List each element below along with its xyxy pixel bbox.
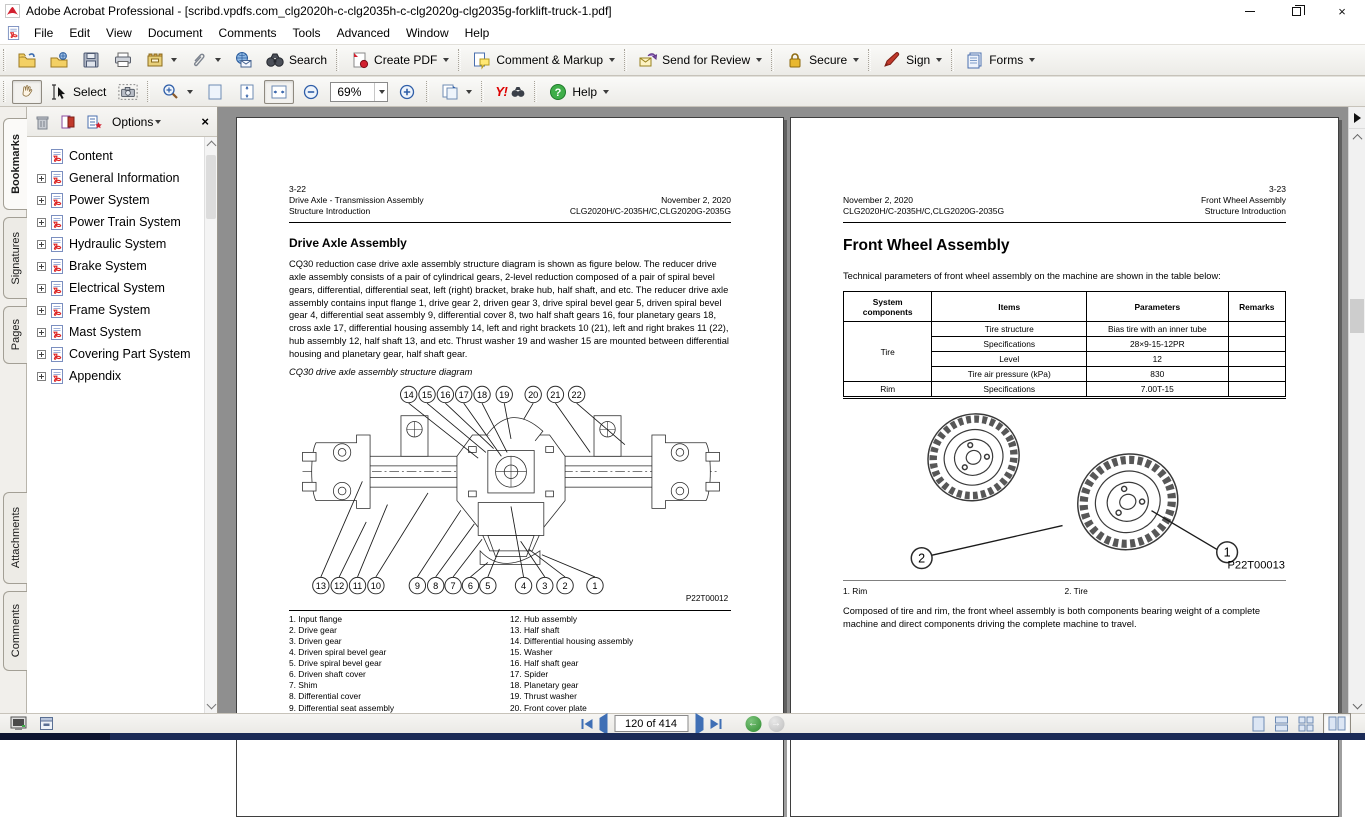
menu-help[interactable]: Help	[464, 26, 490, 40]
svg-text:6: 6	[467, 580, 474, 591]
svg-text:21: 21	[550, 389, 561, 400]
bookmark-pdf-icon	[50, 281, 65, 296]
last-page-button[interactable]	[710, 719, 721, 729]
yahoo-logo: Y!	[495, 84, 508, 99]
menu-tools[interactable]: Tools	[292, 26, 321, 40]
axle-structure-diagram	[289, 379, 733, 604]
previous-view-button[interactable]: ←	[745, 716, 761, 732]
bookmark-pdf-icon	[50, 347, 65, 362]
print-button[interactable]	[108, 48, 138, 72]
toolbar-grip	[336, 49, 339, 71]
minimize-button[interactable]	[1227, 0, 1273, 22]
legend-item: 16. Half shaft gear	[510, 658, 579, 669]
select-tool-icon	[49, 83, 69, 101]
email-globe-icon	[233, 51, 253, 69]
first-page-icon	[584, 719, 592, 729]
toolbar-grip	[868, 49, 871, 71]
zoom-in-icon	[397, 83, 417, 101]
table-row: Tire Tire structure Bias tire with an inner tube	[844, 322, 1286, 337]
hide-panel-button[interactable]	[1349, 107, 1365, 129]
pdf-page-left	[236, 117, 784, 817]
tab-comments[interactable]: Comments	[3, 591, 27, 671]
snapshot-camera-icon	[118, 83, 138, 101]
svg-text:4: 4	[521, 580, 527, 591]
dropdown-caret-icon	[171, 58, 177, 62]
bookmark-item-covering-part-system[interactable]	[37, 343, 203, 365]
legend-item: 5. Drive spiral bevel gear	[289, 658, 382, 669]
pdf-page-right	[790, 117, 1339, 817]
forms-button[interactable]	[960, 48, 1040, 72]
caption-rim: 1. Rim	[843, 586, 868, 597]
header-rule	[289, 222, 731, 223]
fit-width-button[interactable]	[264, 80, 294, 104]
yahoo-search-button[interactable]	[490, 81, 530, 102]
page-display-button[interactable]	[435, 80, 477, 104]
send-for-review-button[interactable]	[633, 48, 767, 72]
component-cell: Tire	[844, 322, 932, 382]
bookmark-pdf-icon	[50, 193, 65, 208]
next-view-button[interactable]: →	[768, 716, 784, 732]
dropdown-caret-icon	[853, 58, 859, 62]
legend-item: 15. Washer	[510, 647, 553, 658]
dropdown-caret-icon	[215, 58, 221, 62]
table-row: Tire air pressure (kPa) 830	[844, 367, 1286, 382]
svg-text:8: 8	[433, 580, 439, 591]
restore-button[interactable]	[1273, 0, 1319, 22]
dropdown-caret-icon	[379, 90, 385, 94]
expand-plus-icon[interactable]	[37, 306, 46, 315]
fit-page-button[interactable]	[232, 80, 262, 104]
section-title: Structure Introduction	[289, 206, 371, 217]
header-models: CLG2020H/C-2035H/C,CLG2020G-2035G	[569, 206, 731, 217]
bookmark-label: Appendix	[69, 369, 122, 383]
legend-item: 18. Planetary gear	[510, 680, 579, 691]
section-heading: Drive Axle Assembly	[289, 236, 407, 251]
bookmark-item-brake-system[interactable]	[37, 255, 203, 277]
svg-text:1: 1	[592, 580, 598, 591]
bookmark-pdf-icon	[50, 303, 65, 318]
bookmark-item-content[interactable]	[37, 145, 203, 167]
bookmark-item-general-information[interactable]	[37, 167, 203, 189]
actual-size-button[interactable]	[200, 80, 230, 104]
search-button[interactable]	[260, 48, 332, 72]
legend-item: 14. Differential housing assembly	[510, 635, 634, 646]
navigation-tab-strip	[0, 107, 27, 713]
legend-item: 7. Shim	[289, 680, 318, 691]
component-cell: Rim	[844, 382, 932, 398]
dropdown-caret-icon	[1029, 58, 1035, 62]
forms-label: Forms	[989, 53, 1024, 67]
legend-item: 19. Thrust washer	[510, 691, 577, 702]
table-row: Rim Specifications 7.00T-15	[844, 382, 1286, 398]
svg-text:9: 9	[414, 580, 420, 591]
figure-caption: CQ30 drive axle assembly structure diagram	[289, 366, 473, 377]
search-label: Search	[289, 53, 328, 67]
page-header	[843, 184, 1286, 217]
bookmark-pdf-icon	[50, 149, 65, 164]
svg-text:3: 3	[542, 580, 548, 591]
bookmark-pdf-icon	[50, 237, 65, 252]
title-bar	[0, 0, 1365, 22]
help-button[interactable]	[543, 80, 614, 104]
menu-file[interactable]: File	[34, 26, 54, 40]
document-pdf-icon	[7, 26, 21, 40]
svg-text:16: 16	[440, 389, 451, 400]
window-title: Adobe Acrobat Professional - [scribd.vpdfs.com_clg2020h-c-clg2035h-c-clg2020g-clg2035g-forklift-truck-1.pdf]	[26, 4, 612, 18]
bookmark-pdf-icon	[50, 369, 65, 384]
zoom-in-button[interactable]	[392, 80, 422, 104]
svg-text:2: 2	[918, 551, 926, 566]
menu-document[interactable]: Document	[147, 26, 203, 40]
expand-plus-icon[interactable]	[37, 328, 46, 337]
comment-markup-button[interactable]	[467, 48, 620, 72]
svg-text:10: 10	[370, 580, 381, 591]
options-label: Options	[112, 114, 154, 129]
page-number: 3-23	[1268, 184, 1286, 194]
menu-bar	[0, 22, 1365, 44]
bookmark-pdf-icon	[50, 259, 65, 274]
bookmark-item-mast-system[interactable]	[37, 321, 203, 343]
svg-text:17: 17	[458, 389, 469, 400]
toolbar-grip	[624, 49, 627, 71]
legend-item: 1. Input flange	[289, 613, 343, 624]
toolbar-grip	[147, 81, 150, 102]
bookmark-label: Content	[69, 149, 113, 163]
dropdown-caret-icon	[155, 120, 161, 124]
single-page-view-button[interactable]	[1252, 716, 1265, 732]
bookmark-label: Hydraulic System	[69, 237, 167, 251]
figure-code: P22T00012	[685, 593, 729, 603]
zoom-out-icon	[301, 83, 321, 101]
document-scrollbar[interactable]	[1348, 107, 1365, 713]
legend-item: 17. Spider	[510, 669, 549, 680]
svg-text:22: 22	[571, 389, 582, 400]
scroll-down-icon	[207, 700, 217, 710]
restore-icon	[1292, 7, 1301, 16]
legend-item: 4. Driven spiral bevel gear	[289, 647, 387, 658]
expand-plus-icon[interactable]	[37, 262, 46, 271]
previous-page-icon	[599, 713, 607, 735]
bookmark-label: Mast System	[69, 325, 142, 339]
email-button[interactable]	[228, 48, 258, 72]
toolbar-view	[0, 76, 1365, 107]
first-page-button[interactable]	[581, 719, 592, 729]
bookmark-item-hydraulic-system[interactable]	[37, 233, 203, 255]
bookmarks-scrollbar[interactable]	[204, 137, 217, 713]
svg-text:1: 1	[1223, 545, 1231, 560]
page-display-icon	[440, 83, 460, 101]
table-row: Specifications 28×9-15-12PR	[844, 337, 1286, 352]
svg-text:12: 12	[334, 580, 345, 591]
toolbar-grip	[481, 81, 484, 102]
toolbar-grip	[3, 49, 6, 71]
expand-plus-icon[interactable]	[37, 240, 46, 249]
bookmarks-panel-toolbar	[27, 107, 217, 137]
svg-text:5: 5	[485, 580, 491, 591]
bookmarks-panel	[27, 107, 218, 713]
dropdown-caret-icon	[466, 90, 472, 94]
menu-view[interactable]: View	[106, 26, 132, 40]
front-wheel-diagram	[843, 401, 1288, 573]
bookmark-pdf-icon	[50, 325, 65, 340]
create-pdf-icon	[350, 51, 370, 69]
figure-rule	[843, 580, 1286, 581]
legend-item: 2. Drive gear	[289, 624, 337, 635]
menu-comments[interactable]: Comments	[218, 26, 277, 40]
toolbar-grip	[951, 49, 954, 71]
svg-text:19: 19	[499, 389, 510, 400]
send-for-review-label: Send for Review	[662, 53, 751, 67]
pane-toggle-icon	[1354, 113, 1361, 123]
last-page-icon	[710, 719, 718, 729]
bookmark-label: Power Train System	[69, 215, 181, 229]
expand-plus-icon[interactable]	[37, 174, 46, 183]
help-icon	[548, 83, 568, 101]
col-header: System components	[844, 292, 932, 322]
scroll-up-button[interactable]	[1349, 129, 1365, 146]
expand-plus-icon[interactable]	[37, 350, 46, 359]
toolbar-grip	[3, 81, 6, 102]
continuous-view-button[interactable]	[1274, 716, 1289, 732]
legend-item: 8. Differential cover	[289, 691, 361, 702]
zoom-level-value: 69%	[337, 84, 362, 99]
body-paragraph: Composed of tire and rim, the front wheel assembly is both components bearing weight of a complete machine and direct components driving the complete machine to travel.	[843, 606, 1261, 630]
fit-page-icon	[237, 83, 257, 101]
tab-attachments[interactable]: Attachments	[3, 492, 27, 584]
scroll-up-icon	[207, 141, 217, 151]
snapshot-tool-button[interactable]	[113, 80, 143, 104]
legend-item: 13. Half shaft	[510, 624, 560, 635]
lock-icon	[785, 51, 805, 69]
paperclip-icon	[189, 51, 209, 69]
open-web-folder-icon	[49, 51, 69, 69]
legend-item: 6. Driven shaft cover	[289, 669, 366, 680]
header-models: CLG2020H/C-2035H/C,CLG2020G-2035G	[843, 206, 1005, 217]
header-date: November 2, 2020	[843, 195, 913, 206]
tab-pages[interactable]: Pages	[3, 306, 27, 364]
figure-code: P22T00013	[1227, 559, 1285, 572]
scroll-down-button[interactable]	[1349, 696, 1365, 713]
close-button[interactable]	[1319, 0, 1365, 22]
print-icon	[113, 51, 133, 69]
magnifier-plus-icon	[161, 83, 181, 101]
wheel-figure	[843, 401, 1286, 578]
close-icon: ×	[1338, 3, 1346, 19]
expand-current-bookmark-icon[interactable]	[60, 114, 76, 130]
new-bookmark-icon[interactable]	[86, 114, 102, 130]
toolbar-grip	[771, 49, 774, 71]
expand-plus-icon[interactable]	[37, 372, 46, 381]
actual-size-icon	[205, 83, 225, 101]
col-header: Parameters	[1087, 292, 1228, 322]
menu-advanced[interactable]: Advanced	[336, 26, 390, 40]
col-header: Items	[932, 292, 1087, 322]
tab-signatures[interactable]: Signatures	[3, 217, 27, 299]
dropdown-caret-icon	[609, 58, 615, 62]
page-navigation	[581, 715, 784, 732]
axle-diagram-figure	[289, 379, 731, 609]
windows-taskbar-edge	[0, 733, 1365, 740]
dropdown-caret-icon	[187, 90, 193, 94]
dropdown-caret-icon	[756, 58, 762, 62]
bookmark-item-electrical-system[interactable]	[37, 277, 203, 299]
svg-text:11: 11	[352, 580, 363, 591]
organizer-button[interactable]	[140, 48, 182, 72]
caption-tire: 2. Tire	[1064, 586, 1088, 597]
create-pdf-label: Create PDF	[374, 53, 438, 67]
send-review-icon	[638, 51, 658, 69]
legend-item: 12. Hub assembly	[510, 613, 578, 624]
page-number: 3-22	[289, 184, 307, 194]
facing-view-button[interactable]	[1298, 716, 1314, 732]
create-pdf-button[interactable]	[345, 48, 454, 72]
svg-text:?: ?	[554, 86, 562, 99]
bookmark-item-power-train-system[interactable]	[37, 211, 203, 233]
expand-plus-icon[interactable]	[37, 196, 46, 205]
dropdown-caret-icon	[936, 58, 942, 62]
scroll-down-icon	[1352, 700, 1362, 710]
sign-button[interactable]	[877, 48, 947, 72]
col-header: Remarks	[1228, 292, 1285, 322]
zoom-level-combobox[interactable]	[330, 82, 388, 102]
sign-label: Sign	[906, 53, 931, 67]
svg-text:2: 2	[562, 580, 568, 591]
page-view-status-icon[interactable]	[39, 716, 54, 731]
tab-bookmarks[interactable]: Bookmarks	[3, 118, 27, 210]
open-web-button[interactable]	[44, 48, 74, 72]
svg-text:13: 13	[315, 580, 326, 591]
svg-text:15: 15	[421, 389, 433, 400]
bookmark-item-power-system[interactable]	[37, 189, 203, 211]
legend-item: 20. Front cover plate	[510, 702, 587, 713]
bookmark-label: Covering Part System	[69, 347, 191, 361]
acrobat-app-icon	[5, 4, 20, 18]
zoom-tool-button[interactable]	[156, 80, 198, 104]
header-date: November 2, 2020	[661, 195, 731, 206]
legend-item: 3. Driven gear	[289, 635, 342, 646]
toolbar-grip	[426, 81, 429, 102]
zoom-out-button[interactable]	[296, 80, 326, 104]
svg-text:7: 7	[450, 580, 456, 591]
previous-page-button[interactable]	[599, 718, 607, 730]
intro-paragraph: Technical parameters of front wheel assembly on the machine are shown in the table below:	[843, 271, 1221, 282]
chapter-title: Front Wheel Assembly	[1200, 195, 1286, 206]
toolbar-file	[0, 44, 1365, 76]
dropdown-caret-icon	[443, 58, 449, 62]
body-paragraph: CQ30 reduction case drive axle assembly structure diagram is shown as figure below. The reducer drive axle assembly consists of a pair of cylindrical gears, 2-level reduction composed of a pair of spiral bevel gears, differential, differential seat, left (right) bracket, brake hub, half shaft, and etc. The reducer drive axle assembly contains input flange 1, drive gear 2, driven gear 3, drive spiral bevel gear 5, driven spiral bevel gear 4, differential seat assembly 9, differential cover 8, two half shaft gears 16, four planetary gears 18, cross axle 17, differential housing assembly 14, left and right brackets 10 (21), left and right brakes 11 (22), hub assembly 12, half shaft 13, and etc. Thrust washer 19 and washer 15 are mounted between differential housing and planetary gear, half shaft gear.	[289, 259, 729, 359]
fit-width-icon	[269, 83, 289, 101]
menu-edit[interactable]: Edit	[69, 26, 91, 40]
scroll-up-icon	[1352, 134, 1362, 144]
page-number-input[interactable]	[614, 715, 688, 732]
save-icon	[81, 51, 101, 69]
parameters-table	[843, 291, 1286, 399]
minimize-icon	[1245, 11, 1255, 12]
section-title: Structure Introduction	[1204, 206, 1286, 217]
next-page-button[interactable]	[695, 718, 703, 730]
bookmark-pdf-icon	[50, 171, 65, 186]
bookmark-label: Brake System	[69, 259, 147, 273]
open-folder-icon	[17, 51, 37, 69]
svg-text:20: 20	[528, 389, 539, 400]
two-up-view-button[interactable]	[1323, 713, 1351, 734]
svg-text:14: 14	[403, 389, 414, 400]
save-button[interactable]	[76, 48, 106, 72]
document-area	[218, 107, 1365, 713]
bookmark-label: Power System	[69, 193, 150, 207]
delete-bookmark-icon[interactable]	[35, 114, 50, 130]
organizer-icon	[145, 51, 165, 69]
table-row: Level 12	[844, 352, 1286, 367]
toolbar-grip	[534, 81, 537, 102]
two-up-view-icon	[1328, 716, 1346, 731]
panel-close-button[interactable]: ×	[201, 114, 209, 129]
binoculars-icon	[265, 51, 285, 69]
sign-pen-icon	[882, 51, 902, 69]
hand-tool-icon	[17, 83, 37, 101]
bookmark-item-frame-system[interactable]	[37, 299, 203, 321]
attach-button[interactable]	[184, 48, 226, 72]
bookmark-label: General Information	[69, 171, 180, 185]
svg-text:18: 18	[476, 389, 488, 400]
legend-item: 9. Differential seat assembly	[289, 702, 395, 713]
next-page-icon	[695, 713, 703, 735]
help-label: Help	[572, 84, 598, 99]
main-area	[0, 107, 1365, 713]
secure-label: Secure	[809, 53, 848, 67]
toolbar-grip	[458, 49, 461, 71]
bookmark-label: Electrical System	[69, 281, 165, 295]
zoom-dropdown-button[interactable]	[374, 83, 387, 101]
page-header	[289, 184, 731, 217]
select-tool-button[interactable]	[44, 80, 111, 104]
status-bar	[0, 713, 1365, 733]
comment-markup-label: Comment & Markup	[496, 53, 604, 67]
bookmark-pdf-icon	[50, 215, 65, 230]
document-status-icon[interactable]	[10, 716, 27, 731]
bookmarks-options-button[interactable]	[112, 115, 161, 129]
comment-markup-icon	[472, 51, 492, 69]
open-button[interactable]	[12, 48, 42, 72]
section-heading: Front Wheel Assembly	[843, 237, 1010, 255]
secure-button[interactable]	[780, 48, 864, 72]
yahoo-binoculars-icon	[511, 85, 525, 98]
dropdown-caret-icon	[603, 90, 609, 94]
legend-rule	[289, 610, 731, 611]
page-layout-buttons	[1252, 713, 1365, 734]
expand-plus-icon[interactable]	[37, 284, 46, 293]
bookmark-label: Frame System	[69, 303, 151, 317]
scrollbar-thumb[interactable]	[206, 155, 216, 219]
forms-icon	[965, 51, 985, 69]
hand-tool-button[interactable]	[12, 80, 42, 104]
scrollbar-thumb[interactable]	[1350, 299, 1364, 333]
chapter-title: Drive Axle - Transmission Assembly	[289, 195, 424, 206]
figure-captions	[843, 586, 1286, 596]
menu-window[interactable]: Window	[405, 26, 449, 40]
expand-plus-icon[interactable]	[37, 218, 46, 227]
select-label: Select	[73, 84, 107, 99]
header-rule	[843, 222, 1286, 223]
bookmarks-list	[27, 137, 217, 713]
bookmark-item-appendix[interactable]	[37, 365, 203, 387]
